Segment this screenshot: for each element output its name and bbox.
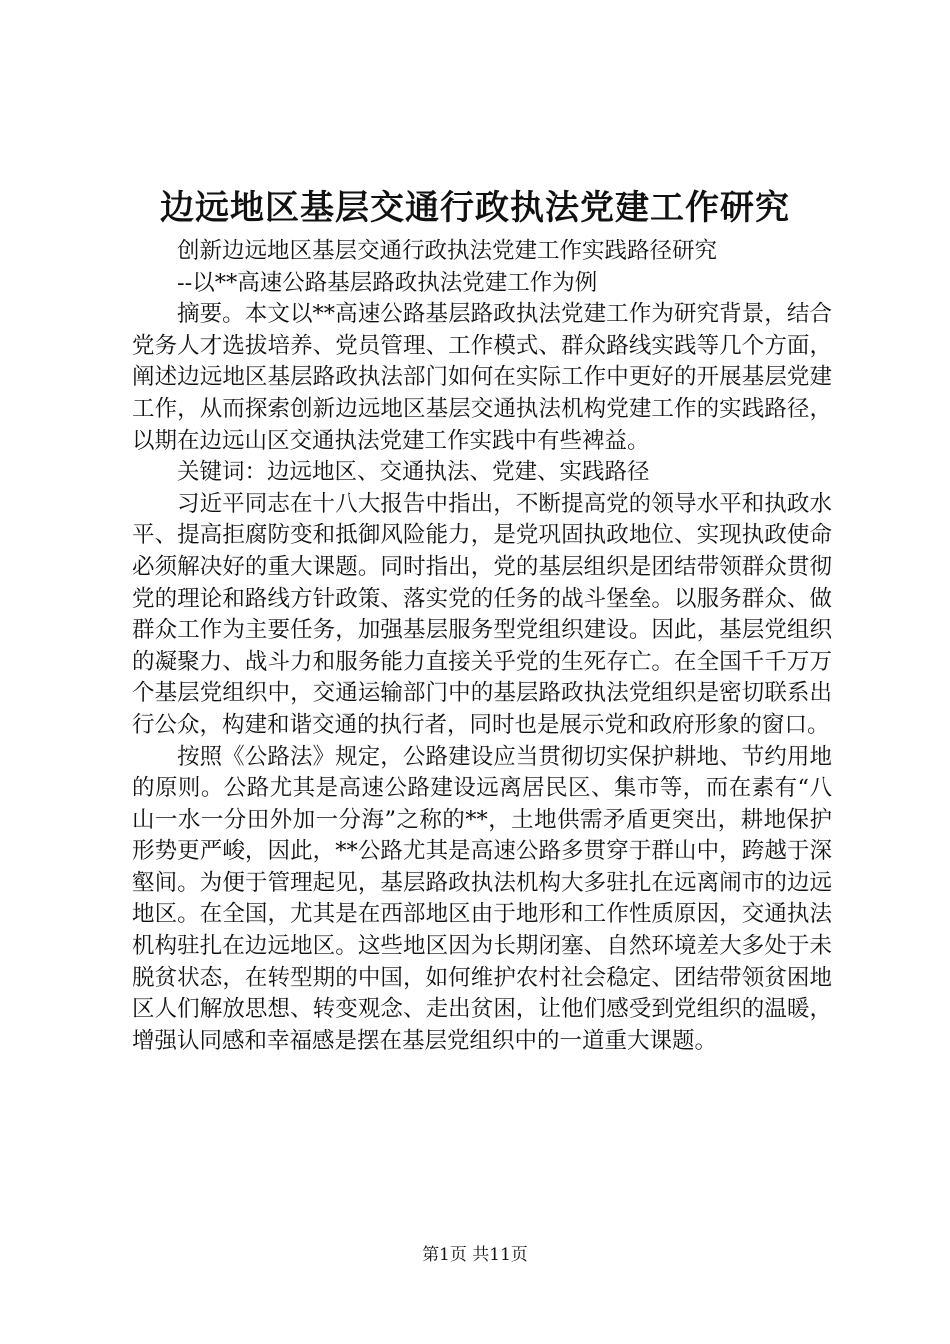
keywords-line: 关键词：边远地区、交通执法、党建、实践路径	[177, 459, 650, 486]
abstract-paragraph: 摘要。本文以**高速公路基层路政执法党建工作为研究背景，结合党务人才选拔培养、党员管理、工作模式、群众路线实践等几个方面，阐述边远地区基层路政执法部门如何在实际工作中更好的开展基层党建工作，从而探索创新边远地区基层交通执法机构党建工作的实践路径，以期在边远山区交通执法党建工作实践中有些裨益。	[132, 301, 832, 454]
document-title: 边远地区基层交通行政执法党建工作研究	[160, 188, 790, 228]
body-paragraph-2: 按照《公路法》规定，公路建设应当贯彻切实保护耕地、节约用地的原则。公路尤其是高速公路建设远离居民区、集市等，而在素有“八山一水一分田外加一分海”之称的**，土地供需矛盾更突出，耕地保护形势更严峻，因此，**公路尤其是高速公路多贯穿于群山中，跨越于深壑间。为便于管理起见，基层路政执法机构大多驻扎在远离闹市的边远地区。在全国，尤其是在西部地区由于地形和工作性质原因，交通执法机构驻扎在边远地区。这些地区因为长期闭塞、自然环境差大多处于未脱贫状态，在转型期的中国，如何维护农村社会稳定、团结带领贫困地区人们解放思想、转变观念、走出贫困，让他们感受到党组织的温暖，增强认同感和幸福感是摆在基层党组织中的一道重大课题。	[132, 743, 832, 1054]
page-footer: 第1页 共11页	[422, 1245, 528, 1265]
body-paragraph-1: 习近平同志在十八大报告中指出，不断提高党的领导水平和执政水平、提高拒腐防变和抵御风险能力，是党巩固执政地位、实现执政使命必须解决好的重大课题。同时指出，党的基层组织是团结带领群众贯彻党的理论和路线方针政策、落实党的任务的战斗堡垒。以服务群众、做群众工作为主要任务，加强基层服务型党组织建设。因此，基层党组织的凝聚力、战斗力和服务能力直接关乎党的生死存亡。在全国千千万万个基层党组织中，交通运输部门中的基层路政执法党组织是密切联系出行公众，构建和谐交通的执行者，同时也是展示党和政府形象的窗口。	[132, 490, 832, 738]
subtitle-line-1: 创新边远地区基层交通行政执法党建工作实践路径研究	[177, 238, 718, 264]
document-body	[132, 236, 832, 1057]
subtitle-line-2: --以**高速公路基层路政执法党建工作为例	[177, 269, 598, 296]
